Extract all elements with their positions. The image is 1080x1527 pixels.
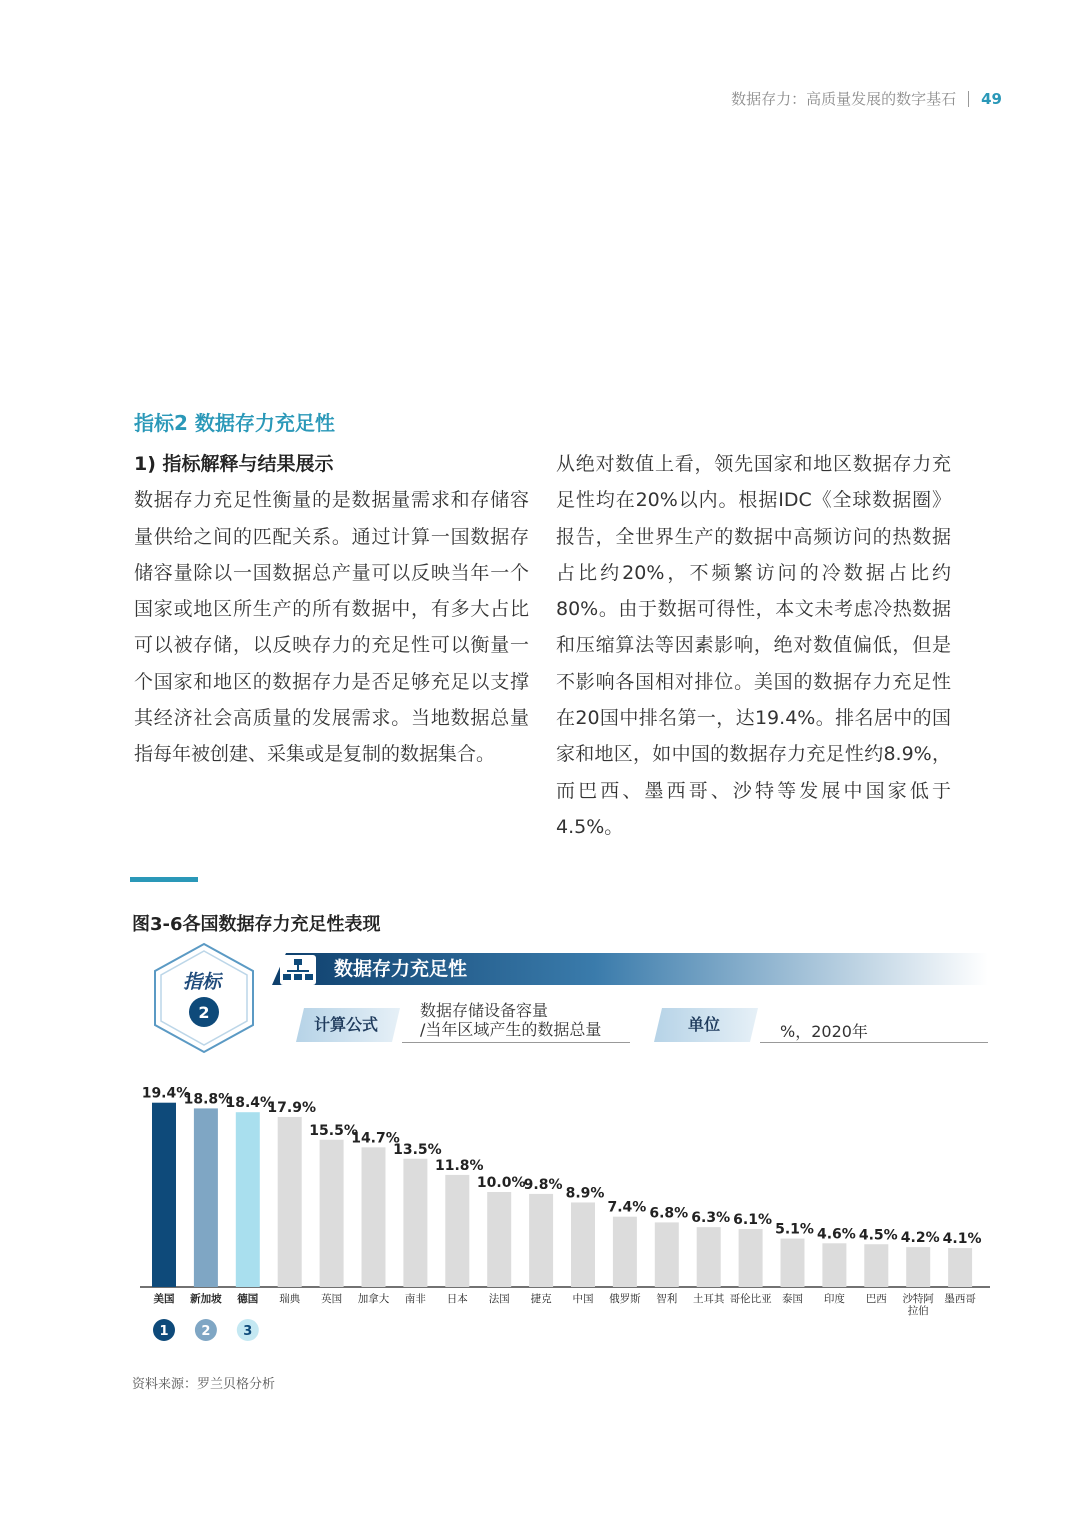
bar-value-label: 4.6% <box>816 1226 856 1243</box>
category-label: 中国 <box>572 1293 594 1305</box>
bar-value-label: 10.0% <box>476 1175 526 1191</box>
formula-tab-label: 计算公式 <box>313 1015 378 1034</box>
bar-10 <box>529 1194 553 1287</box>
category-label: 法国 <box>488 1293 510 1305</box>
indicator-badge <box>148 942 260 1054</box>
category-label: 土耳其 <box>692 1293 725 1305</box>
bar-20 <box>948 1248 972 1287</box>
category-label: 印度 <box>823 1293 845 1305</box>
unit-value: %，2020年 <box>780 1022 868 1041</box>
rank-number: 1 <box>159 1324 169 1339</box>
accent-bar <box>130 877 198 882</box>
bar-value-label: 18.4% <box>225 1095 275 1112</box>
bar-14 <box>697 1227 721 1287</box>
bar-9 <box>487 1192 511 1287</box>
header-separator <box>968 91 969 107</box>
bar-value-label: 14.7% <box>351 1130 400 1147</box>
bar-4 <box>278 1117 302 1287</box>
bar-value-label: 4.1% <box>942 1231 982 1248</box>
source-note: 资料来源：罗兰贝格分析 <box>132 1377 276 1392</box>
left-column <box>134 446 529 773</box>
rank-number: 3 <box>243 1324 253 1339</box>
bar-6 <box>362 1147 386 1287</box>
unit-underline <box>760 1042 988 1043</box>
formula-text <box>420 1001 601 1039</box>
bar-value-label: 6.3% <box>691 1210 731 1227</box>
bar-value-label: 4.2% <box>900 1230 940 1247</box>
bar-value-label: 6.1% <box>733 1212 773 1229</box>
category-label: 巴西 <box>865 1293 887 1305</box>
header-title: 数据存力：高质量发展的数字基石 <box>731 90 957 108</box>
category-label: 智利 <box>656 1293 678 1305</box>
page-header <box>731 88 1002 109</box>
bar-value-label: 11.8% <box>435 1157 484 1174</box>
bar-18 <box>864 1244 888 1287</box>
category-label: 新加坡 <box>190 1293 222 1305</box>
left-body-text: 数据存力充足性衡量的是数据量需求和存储容量供给之间的匹配关系。通过计算一国数据存储容量除以一国数据总产量可以反映当年一个国家或地区所生产的所有数据中，有多大占比可以被存储，以反映存力的充足性可以衡量一个国家和地区的数据存力是否足够充足以支撑其经济社会高质量的发展需求。当地数据总量指每年被创建、采集或是复制的数据集合。 <box>134 489 529 766</box>
right-body-text: 从绝对数值上看，领先国家和地区数据存力充足性均在20%以内。根据IDC《全球数据圈》报告，全世界生产的数据中高频访问的热数据占比约20%，不频繁访问的冷数据占比约80%。由于数据可得性，本文未考虑冷热数据和压缩算法等因素影响，绝对数值偏低，但是不影响各国相对排位。美国的数据存力充足性在20国中排名第一，达19.4%。排名居中的国家和地区，如中国的数据存力充足性约8.9%，而巴西、墨西哥、沙特等发展中国家低于4.5%。 <box>556 453 951 838</box>
bar-value-label: 4.5% <box>858 1227 898 1244</box>
subsection-heading: 1) 指标解释与结果展示 <box>134 453 334 475</box>
bar-7 <box>403 1159 427 1287</box>
bar-5 <box>320 1140 344 1287</box>
category-label: 加拿大 <box>357 1293 390 1305</box>
bar-value-label: 18.8% <box>183 1091 233 1108</box>
bar-value-label: 13.5% <box>393 1141 442 1158</box>
bar-19 <box>906 1247 930 1287</box>
banner-title: 数据存力充足性 <box>334 958 468 980</box>
bar-value-label: 15.5% <box>309 1122 358 1139</box>
bar-value-label: 8.9% <box>565 1185 605 1202</box>
formula-line-2: /当年区域产生的数据总量 <box>420 1020 602 1039</box>
category-label: 日本 <box>446 1293 468 1305</box>
bar-15 <box>739 1229 763 1287</box>
bar-value-label: 6.8% <box>649 1205 689 1222</box>
bar-8 <box>445 1175 469 1287</box>
bar-11 <box>571 1202 595 1287</box>
sufficiency-bar-chart <box>140 1060 1000 1360</box>
category-label: 捷克 <box>530 1293 552 1305</box>
bar-16 <box>781 1239 805 1287</box>
figure-title: 图3-6各国数据存力充足性表现 <box>132 914 381 935</box>
rank-number: 2 <box>201 1324 211 1339</box>
bar-2 <box>194 1108 218 1287</box>
page-number: 49 <box>981 89 1002 108</box>
category-label: 沙特阿拉伯 <box>902 1293 934 1317</box>
category-label: 德国 <box>237 1293 259 1305</box>
category-label: 瑞典 <box>279 1293 301 1305</box>
category-label: 墨西哥 <box>944 1293 976 1305</box>
bar-17 <box>822 1243 846 1287</box>
bar-value-label: 7.4% <box>607 1199 647 1216</box>
bar-value-label: 19.4% <box>141 1085 191 1102</box>
category-label: 南非 <box>404 1293 426 1305</box>
section-title: 指标2 数据存力充足性 <box>134 411 335 435</box>
bar-value-label: 17.9% <box>267 1099 316 1116</box>
bar-3 <box>236 1112 260 1287</box>
badge-number: 2 <box>198 1003 210 1022</box>
bar-value-label: 9.8% <box>523 1176 563 1193</box>
category-label: 英国 <box>321 1293 343 1305</box>
formula-line-1: 数据存储设备容量 <box>420 1001 549 1020</box>
category-label: 哥伦比亚 <box>729 1293 772 1305</box>
bar-value-label: 5.1% <box>775 1221 814 1238</box>
badge-label: 指标 <box>182 971 222 993</box>
category-label: 泰国 <box>782 1293 803 1305</box>
formula-underline <box>402 1042 630 1043</box>
bar-12 <box>613 1217 637 1287</box>
category-label: 俄罗斯 <box>609 1293 641 1305</box>
storage-network-icon <box>280 955 316 985</box>
unit-tab-label: 单位 <box>687 1015 720 1034</box>
right-column <box>556 446 951 845</box>
category-label: 美国 <box>153 1293 175 1305</box>
bar-13 <box>655 1222 679 1287</box>
bar-1 <box>152 1103 176 1287</box>
